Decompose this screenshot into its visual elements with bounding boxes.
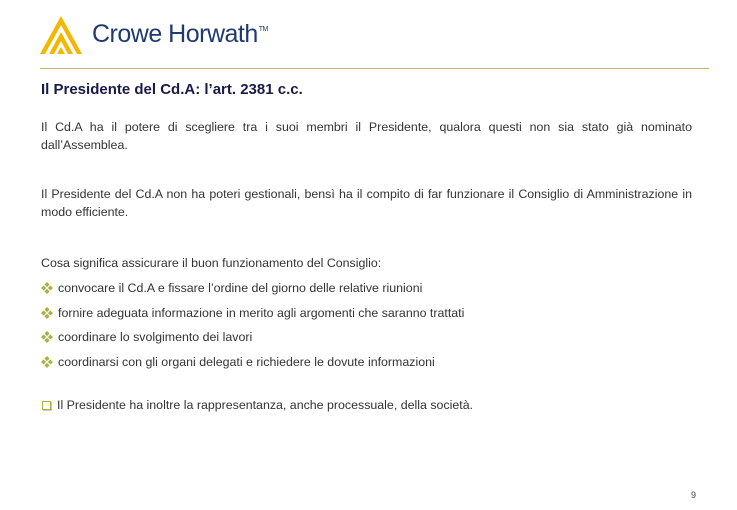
- diamond-bullet-icon: [41, 331, 53, 343]
- lead-text: Cosa significa assicurare il buon funzionamento del Consiglio:: [41, 256, 382, 270]
- page-number: 9: [690, 490, 696, 500]
- diamond-bullet-icon: [41, 307, 53, 319]
- list-item: [41, 325, 464, 350]
- paragraph-2: Il Presidente del Cd.A non ha poteri gestionali, bensì ha il compito di far funzionare il Consiglio di Amministrazione in modo efficiente.: [41, 187, 692, 219]
- logo-trademark: TM: [258, 26, 268, 33]
- crowe-horwath-logo-mark-icon: [40, 14, 82, 54]
- slide-title: Il Presidente del Cd.A: l’art. 2381 c.c.: [41, 81, 303, 98]
- logo-name: Crowe Horwath: [92, 20, 258, 48]
- closing-statement: [41, 398, 473, 412]
- company-logo: [40, 14, 268, 54]
- bullet-text: fornire adeguata informazione in merito agli argomenti che saranno trattati: [58, 305, 465, 320]
- bullet-text: coordinarsi con gli organi delegati e richiedere le dovute informazioni: [58, 354, 435, 369]
- bullet-list: [41, 276, 464, 374]
- checkbox-bullet-icon: [42, 401, 51, 410]
- bullet-text: coordinare lo svolgimento dei lavori: [58, 330, 253, 345]
- logo-wordmark: [92, 14, 268, 54]
- diamond-bullet-icon: [41, 282, 53, 294]
- closing-text: Il Presidente ha inoltre la rappresentanza, anche processuale, della società.: [57, 398, 474, 412]
- list-item: [41, 276, 464, 301]
- header-divider: [40, 68, 709, 69]
- list-item: [41, 301, 464, 326]
- bullet-text: convocare il Cd.A e fissare l’ordine del giorno delle relative riunioni: [58, 281, 423, 296]
- paragraph-1: Il Cd.A ha il potere di scegliere tra i suoi membri il Presidente, qualora questi non sia stato già nominato dall’Assemblea.: [41, 120, 692, 152]
- list-item: [41, 350, 464, 375]
- diamond-bullet-icon: [41, 356, 53, 368]
